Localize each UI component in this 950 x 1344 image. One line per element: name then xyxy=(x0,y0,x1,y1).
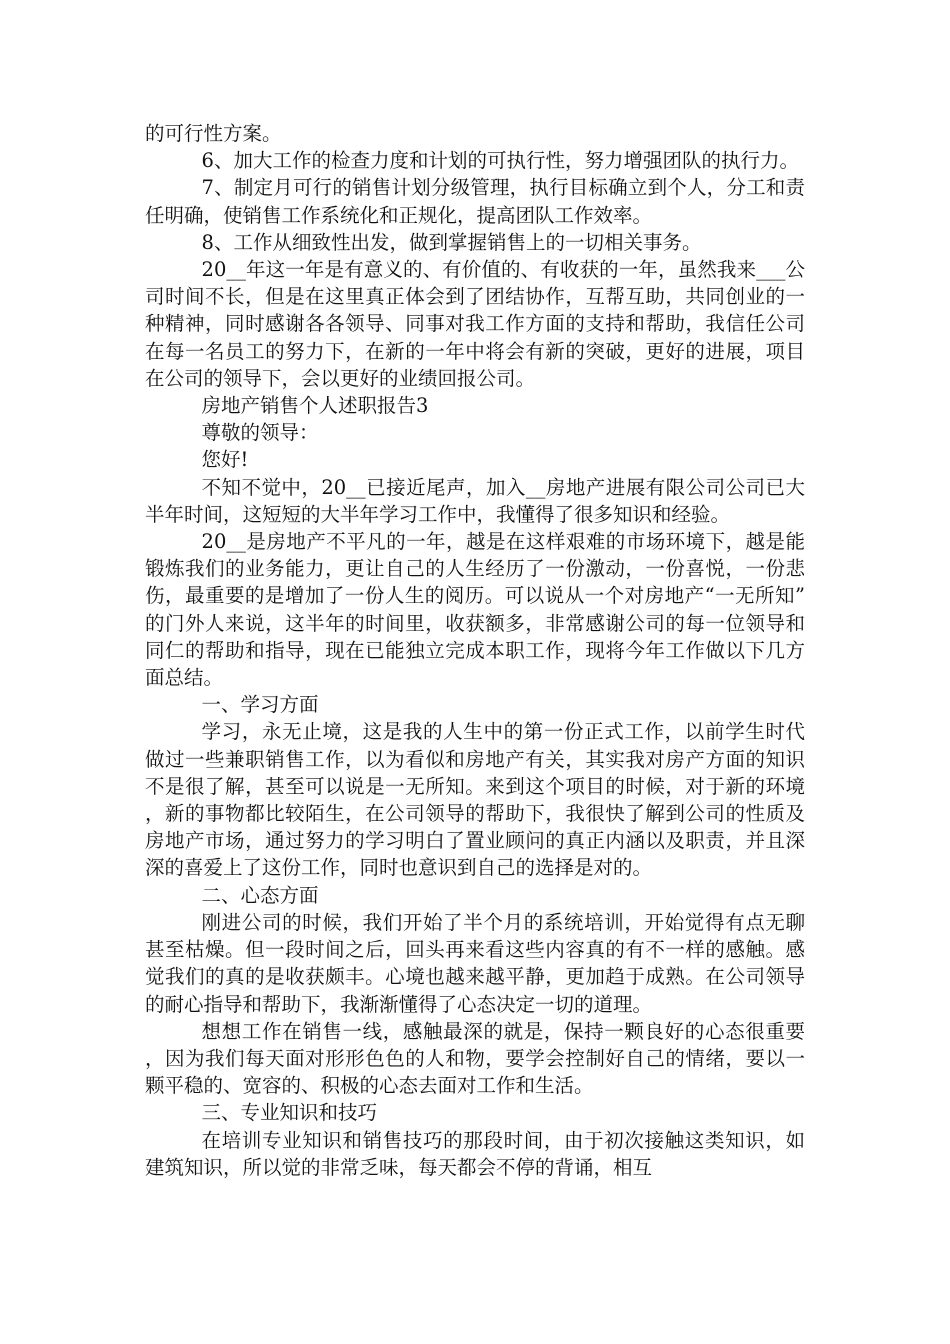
document-page xyxy=(145,120,805,1181)
paragraph-10: 20__是房地产不平凡的一年，越是在这样艰难的市场环境下，越是能锻炼我们的业务能力，更让自己的人生经历了一份激动，一份喜悦，一份悲伤，最重要的是增加了一份人生的阅历。可以说从一个对房地产“一无所知”的门外人来说，这半年的时间里，收获额多，非常感谢公司的每一位领导和同仁的帮助和指导，现在已能独立完成本职工作，现将今年工作做以下几方面总结。 xyxy=(145,530,805,690)
paragraph-9: 不知不觉中，20__已接近尾声，加入__房地产进展有限公司公司已大半年时间，这短短的大半年学习工作中，我懂得了很多知识和经验。 xyxy=(145,475,805,526)
salutation: 尊敬的领导： xyxy=(201,421,319,445)
heading-skills: 三、专业知识和技巧 xyxy=(201,1101,378,1125)
section-title: 房地产销售个人述职报告3 xyxy=(201,394,429,418)
heading-study: 一、学习方面 xyxy=(201,693,319,717)
paragraph-12: 学习，永无止境，这是我的人生中的第一份正式工作，以前学生时代做过一些兼职销售工作，以为看似和房地产有关，其实我对房产方面的知识不是很了解，甚至可以说是一无所知。来到这个项目的时候，对于新的环境，新的事物都比较陌生，在公司领导的帮助下，我很快了解到公司的性质及房地产市场，通过努力的学习明白了置业顾问的真正内涵以及职责，并且深深的喜爱上了这份工作，同时也意识到自己的选择是对的。 xyxy=(145,720,805,880)
heading-mindset: 二、心态方面 xyxy=(201,883,319,907)
paragraph-17: 在培训专业知识和销售技巧的那段时间，由于初次接触这类知识，如建筑知识，所以觉的非常乏味，每天都会不停的背诵，相互 xyxy=(145,1128,805,1179)
paragraph-5: 20__年这一年是有意义的、有价值的、有收获的一年，虽然我来___公司时间不长，但是在这里真正体会到了团结协作，互帮互助，共同创业的一种精神，同时感谢各各领导、同事对我工作方面的支持和帮助，我信任公司在每一名员工的努力下，在新的一年中将会有新的突破，更好的进展，项目在公司的领导下，会以更好的业绩回报公司。 xyxy=(145,258,805,390)
paragraph-1: 的可行性方案。 xyxy=(145,122,282,145)
greeting: 您好! xyxy=(201,448,249,472)
paragraph-14: 刚进公司的时候，我们开始了半个月的系统培训，开始觉得有点无聊甚至枯燥。但一段时间之后，回头再来看这些内容真的有不一样的感触。感觉我们的真的是收获颇丰。心境也越来越平静，更加趋于成熟。在公司领导的耐心指导和帮助下，我渐渐懂得了心态决定一切的道理。 xyxy=(145,910,805,1016)
paragraph-4: 8、工作从细致性出发，做到掌握销售上的一切相关事务。 xyxy=(201,230,702,254)
paragraph-3: 7、制定月可行的销售计划分级管理，执行目标确立到个人，分工和责任明确，使销售工作系统化和正规化，提高团队工作效率。 xyxy=(145,176,805,227)
paragraph-15: 想想工作在销售一线，感触最深的就是，保持一颗良好的心态很重要，因为我们每天面对形形色色的人和物，要学会控制好自己的情绪，要以一颗平稳的、宽容的、积极的心态去面对工作和生活。 xyxy=(145,1019,805,1098)
paragraph-2: 6、加大工作的检查力度和计划的可执行性，努力增强团队的执行力。 xyxy=(201,149,799,173)
